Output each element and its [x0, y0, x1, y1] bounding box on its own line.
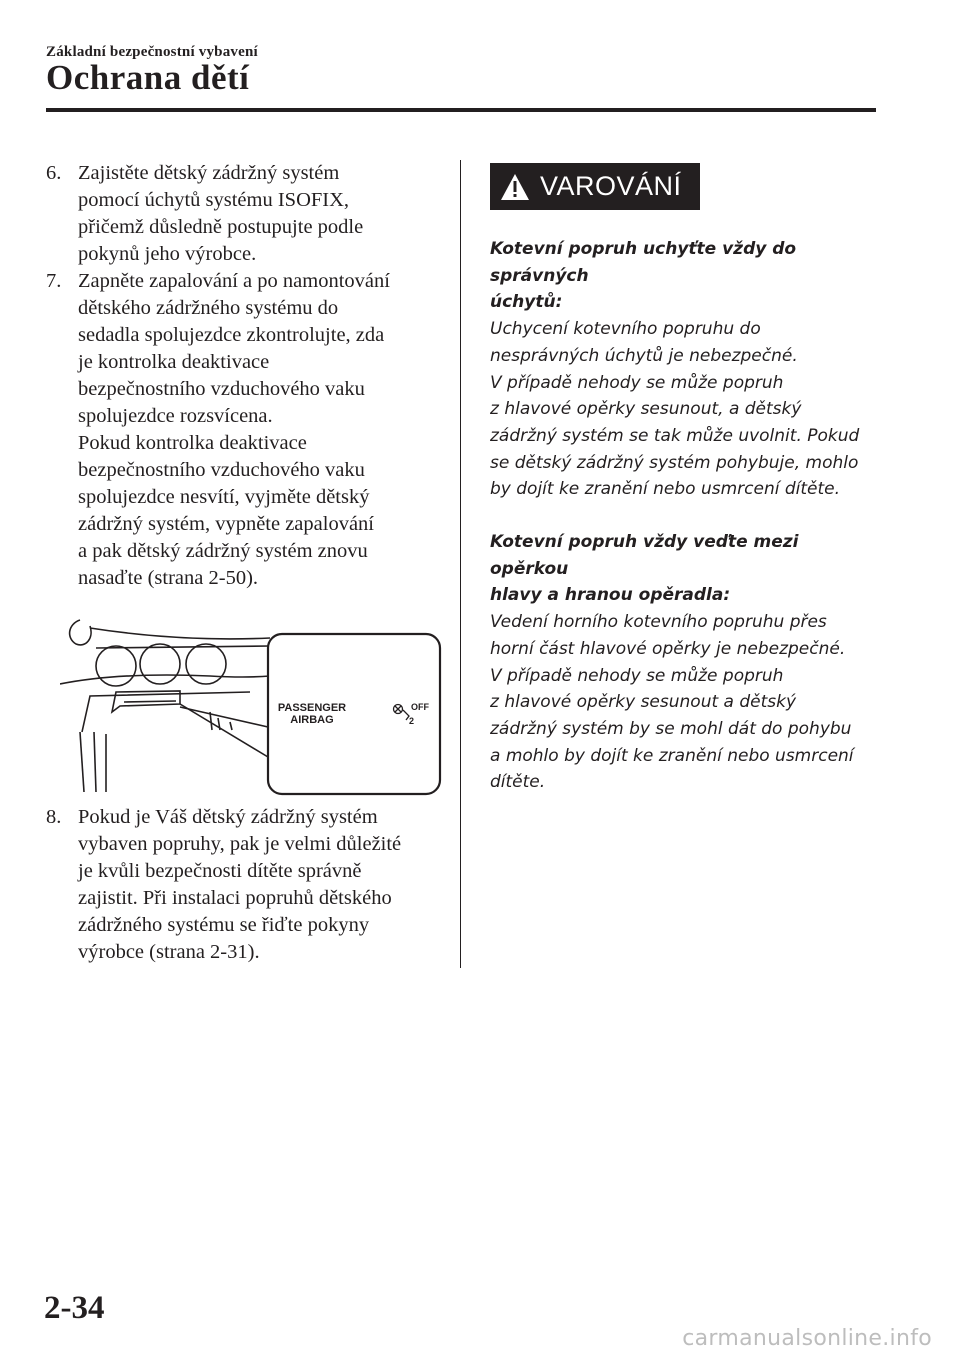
- step-number: 6.: [46, 162, 62, 184]
- airbag-indicator-illustration: [60, 612, 444, 798]
- header-rule: [46, 108, 876, 112]
- page-number: 2-34: [44, 1290, 105, 1326]
- airbag-label: AIRBAG: [290, 714, 334, 726]
- column-divider: [460, 160, 461, 968]
- step-text: Zajistěte dětský zádržný systém pomocí úchytů systému ISOFIX, přičemž důsledně postupujte podle pokynů jeho výrobce.: [78, 162, 364, 265]
- step-number: 8.: [46, 806, 62, 828]
- step-text: Zapněte zapalování a po namontování dětského zádržného systému do sedadla spolujezdce zkontrolujte, zda je kontrolka deaktivace bezpečnostního vzduchového vaku spolujezdce rozsvícena. Pokud kontrolka deaktivace bezpečnostního vzduchového vaku spolujezdce nesvítí, vyjměte dětský zádržný systém, vypněte zapalování a pak dětský zádržný systém znovu nasaďte (strana 2-50).: [78, 270, 390, 589]
- passenger-label: PASSENGER: [277, 702, 347, 714]
- watermark: carmanualsonline.info: [682, 1326, 932, 1351]
- paragraph-gap: [490, 503, 880, 529]
- warning-triangle-icon: [500, 173, 530, 201]
- warning-body: Vedení horního kotevního popruhu přes horní část hlavové opěrky je nebezpečné. V případě nehody se může popruh z hlavové opěrky sesunout a dětský zádržný systém by se mohl dát do pohybu a mohlo by dojít ke zranění nebo usmrcení dítěte.: [490, 612, 854, 793]
- step-item: [46, 268, 446, 592]
- warning-heading: Kotevní popruh vždy veďte mezi opěrkou hlavy a hranou opěradla:: [490, 532, 799, 606]
- indicator-off: OFF: [411, 702, 429, 712]
- warning-body: Uchycení kotevního popruhu do nesprávných úchytů je nebezpečné. V případě nehody se může popruh z hlavové opěrky sesunout, a dětský zádržný systém se tak může uvolnit. Pokud se dětský zádržný systém pohybuje, mohlo by dojít ke zranění nebo usmrcení dítěte.: [490, 319, 860, 500]
- left-column: [46, 160, 446, 592]
- step-text: Pokud je Váš dětský zádržný systém vybaven popruhy, pak je velmi důležité je kvůli bezpečnosti dítěte správně zajistit. Při instalaci popruhů dětského zádržného systému se řiďte pokyny výrobce (strana 2-31).: [78, 806, 402, 963]
- section-label: Základní bezpečnostní vybavení: [46, 44, 258, 60]
- warning-heading: Kotevní popruh uchyťte vždy do správných úchytů:: [490, 239, 797, 313]
- step-item: [46, 804, 478, 966]
- step-item: [46, 160, 446, 268]
- step-number: 7.: [46, 270, 62, 292]
- warning-badge: [490, 163, 700, 210]
- warning-text: [490, 236, 880, 796]
- page-title: Ochrana dětí: [46, 58, 250, 97]
- indicator-number: 2: [409, 716, 415, 726]
- warning-label: VAROVÁNÍ: [540, 171, 682, 201]
